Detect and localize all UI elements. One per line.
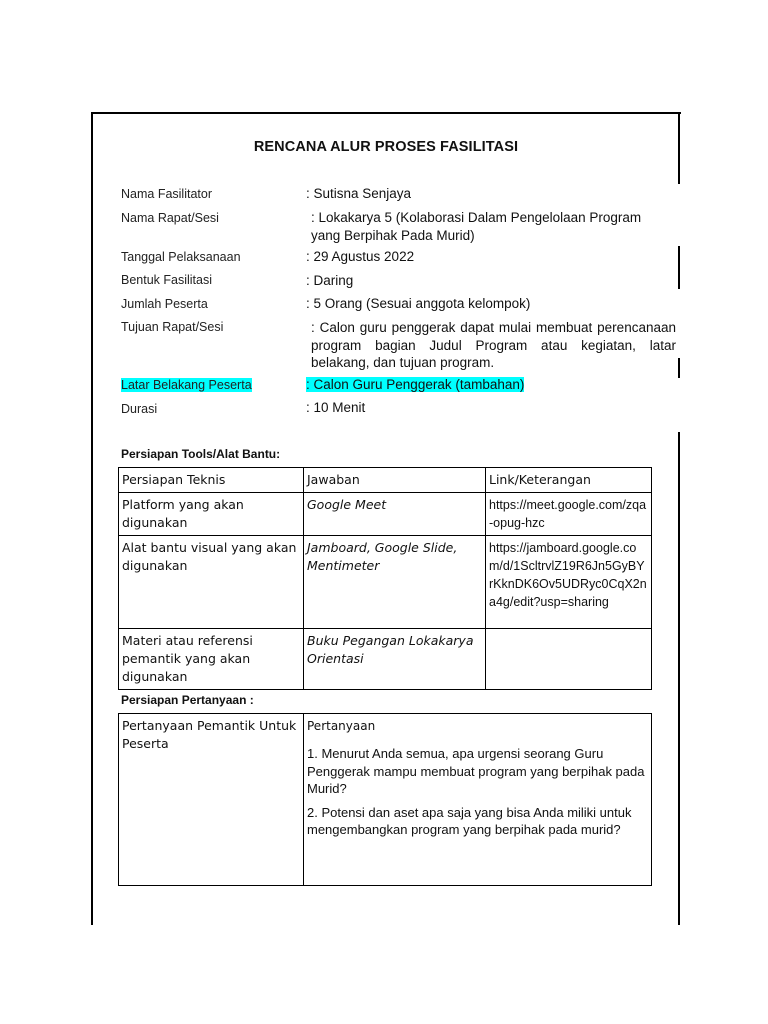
table-header-cell: Persiapan Teknis (119, 468, 304, 493)
table-cell: Materi atau referensi pemantik yang akan digunakan (119, 629, 304, 690)
label-durasi: Durasi (121, 402, 158, 416)
questions-header: Pertanyaan (307, 719, 376, 733)
highlighted-text: Latar Belakang Peserta (121, 378, 252, 392)
label-nama-rapat: Nama Rapat/Sesi (121, 211, 219, 225)
label-jumlah: Jumlah Peserta (121, 297, 208, 311)
question-item: 2. Potensi dan aset apa saja yang bisa Anda miliki untuk mengembangkan program yang berpihak pada murid? (307, 804, 632, 837)
label-latar (121, 378, 252, 392)
questions-label-cell: Pertanyaan Pemantik Untuk Peserta (119, 714, 304, 886)
table-cell: Jamboard, Google Slide, Mentimeter (304, 536, 486, 629)
table-cell: Alat bantu visual yang akan digunakan (119, 536, 304, 629)
label-tanggal: Tanggal Pelaksanaan (121, 250, 241, 264)
table-cell-link[interactable]: https://meet.google.com/zqa-opug-hzc (486, 493, 652, 536)
question-item: 1. Menurut Anda semua, apa urgensi seorang Guru Penggerak mampu membuat program yang berpihak pada Murid? (307, 746, 645, 796)
table-row (119, 714, 652, 886)
value-tujuan: : Calon guru penggerak dapat mulai membuat perencanaan program bagian Judul Program atau kegiatan, latar belakang, dan tujuan program. (311, 320, 676, 370)
questions-table (118, 713, 652, 886)
value-latar (306, 377, 524, 392)
highlighted-text: : Calon Guru Penggerak (tambahan) (306, 377, 525, 392)
table-row (119, 493, 652, 536)
tools-table (118, 467, 652, 690)
label-bentuk: Bentuk Fasilitasi (121, 273, 213, 287)
questions-heading: Persiapan Pertanyaan : (121, 693, 254, 707)
page-border-top (91, 112, 681, 114)
table-row (119, 536, 652, 629)
value-durasi: : 10 Menit (306, 400, 366, 415)
document-title: RENCANA ALUR PROSES FASILITASI (253, 139, 519, 155)
value-bentuk: : Daring (306, 273, 354, 288)
table-cell (486, 629, 652, 690)
table-cell: Platform yang akan digunakan (119, 493, 304, 536)
table-header-cell: Link/Keterangan (486, 468, 652, 493)
table-cell: Google Meet (304, 493, 486, 536)
table-cell-link[interactable]: https://jamboard.google.com/d/1ScltrvlZ19R6Jn5GyBYrKknDK6Ov5UDRyc0CqX2na4g/edit?usp=sharing (486, 536, 652, 629)
table-header-cell: Jawaban (304, 468, 486, 493)
table-cell: Buku Pegangan Lokakarya Orientasi (304, 629, 486, 690)
page-border-right (678, 358, 680, 378)
table-row (119, 629, 652, 690)
value-tanggal: : 29 Agustus 2022 (306, 249, 415, 264)
value-jumlah: : 5 Orang (Sesuai anggota kelompok) (306, 296, 531, 311)
page-border-right (678, 432, 680, 925)
page-border-right (678, 246, 680, 289)
page-border-left (91, 112, 93, 925)
questions-content-cell (304, 714, 652, 886)
label-nama-fasilitator: Nama Fasilitator (121, 187, 212, 201)
tools-heading: Persiapan Tools/Alat Bantu: (121, 447, 281, 461)
label-tujuan: Tujuan Rapat/Sesi (121, 320, 224, 334)
value-nama-rapat: : Lokakarya 5 (Kolaborasi Dalam Pengelolaan Program yang Berpihak Pada Murid) (311, 210, 642, 243)
value-nama-fasilitator: : Sutisna Senjaya (306, 186, 412, 201)
table-header-row (119, 468, 652, 493)
